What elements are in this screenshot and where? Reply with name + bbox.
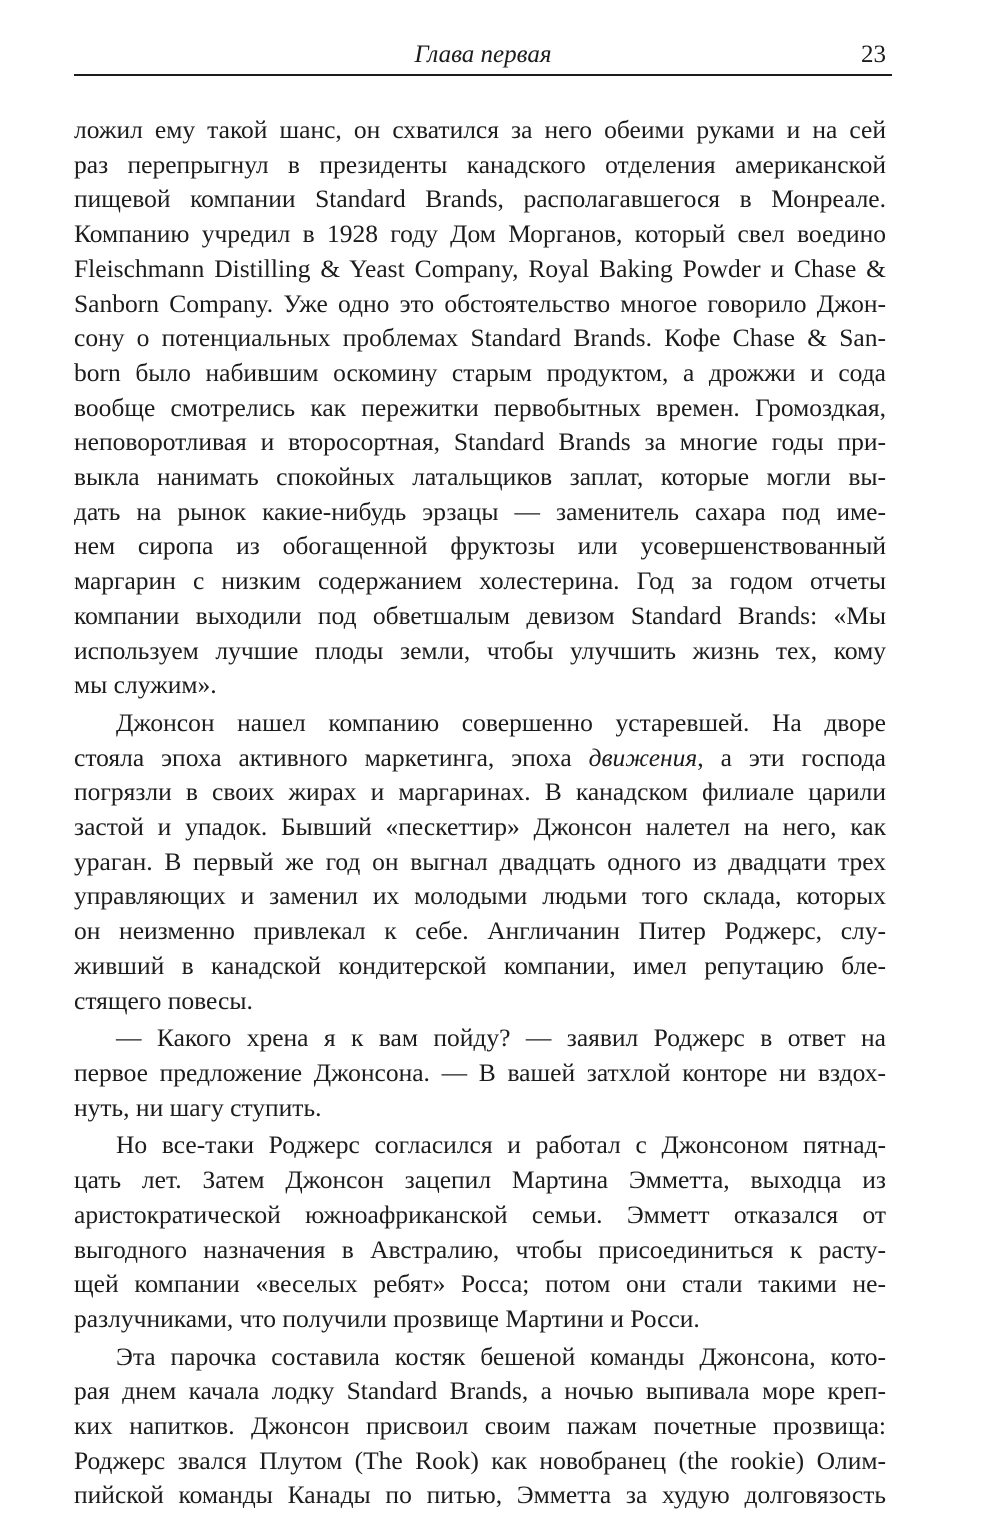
text-line: Sanborn Company. Уже одно это обстоятельство многое говорило Джон- (74, 288, 886, 318)
text-line: аристократической южноафриканской семьи. Эмметт отказался от (74, 1199, 886, 1229)
text-line: born было набившим оскомину старым продуктом, а дрожжи и сода (74, 357, 886, 387)
text-line: выгодного назначения в Австралию, чтобы присоединиться к расту- (74, 1234, 886, 1264)
paragraph (74, 1340, 886, 1513)
text-line: он неизменно привлекал к себе. Англичанин Питер Роджерс, слу- (74, 916, 886, 946)
text-line: пищевой компании Standard Brands, располагавшегося в Монреале. (74, 184, 886, 214)
running-head (74, 34, 892, 78)
page-number: 23 (861, 41, 886, 68)
text-line: дать на рынок какие-нибудь эрзацы — заменитель сахара под име- (74, 496, 886, 526)
text-line: управляющих и заменил их молодыми людьми того склада, которых (74, 881, 886, 911)
text-line (74, 741, 886, 776)
text-line: ких напитков. Джонсон присвоил своим пажам почетные прозвища: (74, 1411, 886, 1441)
paragraph (74, 706, 886, 1018)
text-run: , а эти господа (697, 742, 886, 772)
text-line: Компанию учредил в 1928 году Дом Морганов, который свел воедино (74, 219, 886, 249)
text-line: застой и упадок. Бывший «пескеттир» Джонсон налетел на него, как (74, 812, 886, 842)
text-line: мы служим». (74, 670, 217, 700)
italic-word: движения (588, 742, 698, 772)
text-line: разлучниками, что получили прозвище Мартини и Росси. (74, 1303, 700, 1333)
text-line: Fleischmann Distilling & Yeast Company, Royal Baking Powder и Chase & (74, 253, 886, 283)
text-run: стояла эпоха активного маркетинга, эпоха (74, 742, 589, 772)
text-line: вообще смотрелись как пережитки первобытных времен. Громоздкая, (74, 392, 886, 422)
text-line: Роджерс звался Плутом (The Rook) как новобранец (the rookie) Олим- (74, 1445, 886, 1475)
text-line: неповоротливая и второсортная, Standard Brands за многие годы при- (74, 427, 886, 457)
text-line: маргарин с низким содержанием холестерина. Год за годом отчеты (74, 566, 886, 596)
text-line: Эта парочка составила костяк бешеной команды Джонсона, кото- (116, 1341, 886, 1371)
text-line: выкла нанимать спокойных латальщиков заплат, которые могли вы- (74, 462, 886, 492)
text-line: погрязли в своих жирах и маргаринах. В канадском филиале царили (74, 777, 886, 807)
text-line: используем лучшие плоды земли, чтобы улучшить жизнь тех, кому (74, 635, 886, 665)
text-line: стящего повесы. (74, 985, 253, 1015)
text-line: Джонсон нашел компанию совершенно устаревшей. На дворе (116, 707, 886, 737)
text-line: живший в канадской кондитерской компании, имел репутацию бле- (74, 950, 886, 980)
text-line: щей компании «веселых ребят» Росса; потом они стали такими не- (74, 1269, 886, 1299)
text-line: пийской команды Канады по питью, Эмметта за худую долговязость (74, 1480, 886, 1510)
text-line: ураган. В первый же год он выгнал двадцать одного из двадцати трех (74, 846, 886, 876)
text-line: нем сиропа из обогащенной фруктозы или усовершенствованный (74, 531, 886, 561)
text-line: рая днем качала лодку Standard Brands, а ночью выпивала море креп- (74, 1376, 886, 1406)
text-line: сону о потенциальных проблемах Standard Brands. Кофе Chase & San- (74, 323, 886, 353)
text-line: нуть, ни шагу ступить. (74, 1092, 322, 1122)
text-line: — Какого хрена я к вам пойду? — заявил Роджерс в ответ на (116, 1023, 886, 1053)
text-line: цать лет. Затем Джонсон зацепил Мартина Эмметта, выходца из (74, 1165, 886, 1195)
chapter-title: Глава первая (414, 41, 552, 68)
text-line: раз перепрыгнул в президенты канадского отделения американской (74, 149, 886, 179)
text-line: Но все-таки Роджерс согласился и работал с Джонсоном пятнад- (116, 1130, 886, 1160)
paragraph (74, 1021, 886, 1125)
text-line: компании выходили под обветшалым девизом Standard Brands: «Мы (74, 600, 886, 630)
body-text (74, 113, 886, 1513)
text-line: ложил ему такой шанс, он схватился за него обеими руками и на сей (74, 115, 886, 144)
paragraph (74, 1128, 886, 1336)
header-rule (74, 74, 892, 76)
text-line: первое предложение Джонсона. — В вашей затхлой конторе ни вздох- (74, 1057, 886, 1087)
paragraph (74, 113, 886, 703)
